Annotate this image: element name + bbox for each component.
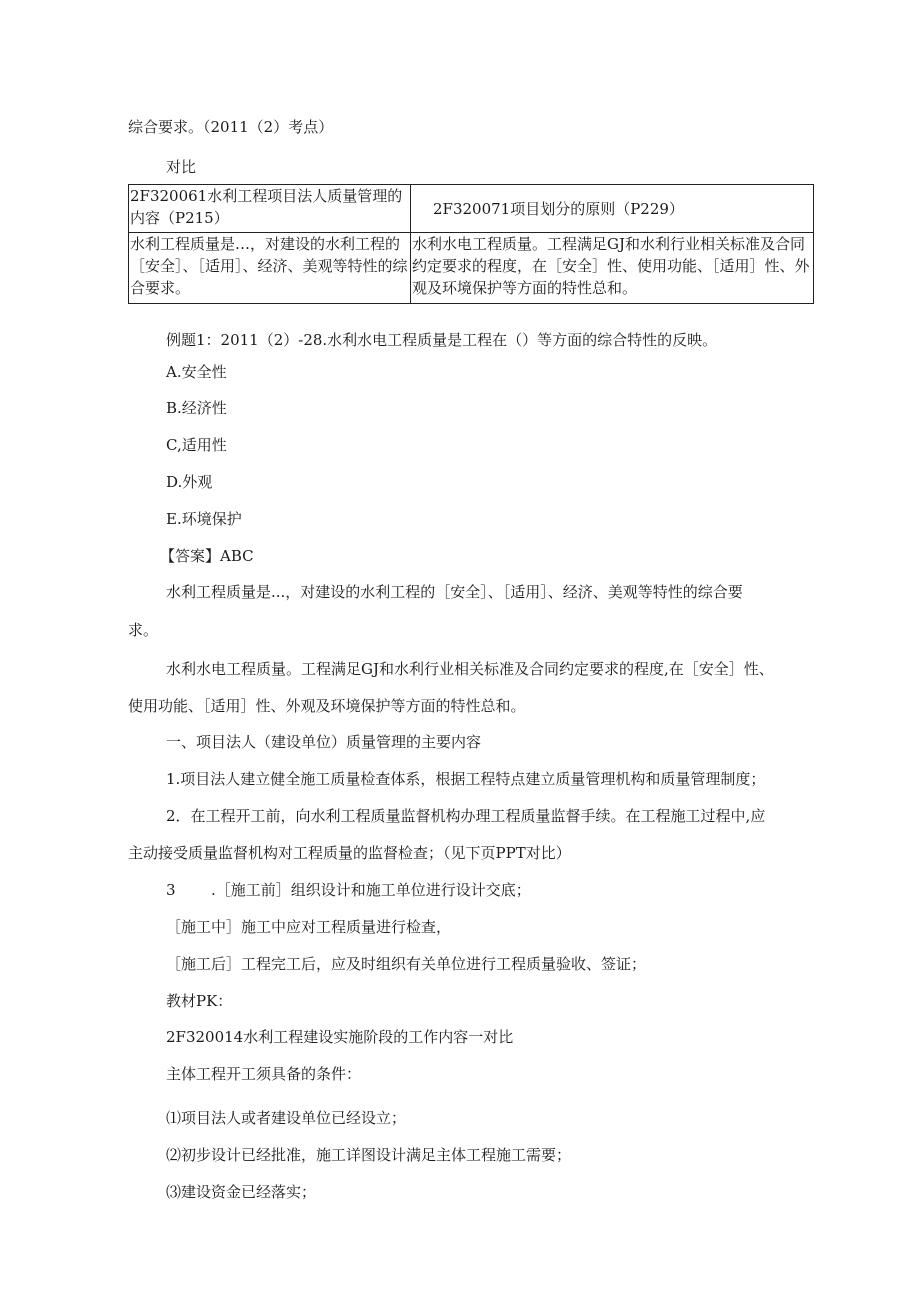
- option-b: B.经济性: [166, 399, 227, 417]
- option-d: D.外观: [166, 473, 213, 491]
- condition-2: ⑵初步设计已经批准，施工详图设计满足主体工程施工需要；: [166, 1146, 572, 1164]
- answer: 【答案】ABC: [160, 547, 254, 565]
- comparison-table: [128, 184, 814, 304]
- section-heading: 一、项目法人（建设单位）质量管理的主要内容: [166, 733, 482, 751]
- intro-line: 综合要求。（2011（2）考点）: [128, 118, 334, 136]
- paragraph-hydro-line1: 水利水电工程质量。工程满足GJ和水利行业相关标准及合同约定要求的程度,在［安全］性、: [166, 660, 774, 678]
- section-item-2-line2: 主动接受质量监督机构对工程质量的监督检查；（见下页PPT对比）: [128, 844, 571, 862]
- after-construction: ［施工后］工程完工后，应及时组织有关单位进行工程质量验收、签证；: [166, 955, 647, 973]
- table-cell-right: 水利水电工程质量。工程满足GJ和水利行业相关标准及合同约定要求的程度，在［安全］性、使用功能、［适用］性、外观及环境保护等方面的特性总和。: [411, 233, 814, 304]
- table-cell-left: 水利工程质量是…，对建设的水利工程的［安全］、［适用］、经济、美观等特性的综合要求。: [129, 233, 411, 304]
- during-construction: ［施工中］施工中应对工程质量进行检查，: [166, 918, 452, 936]
- paragraph-quality-line1: 水利工程质量是...，对建设的水利工程的［安全］、［适用］、经济、美观等特性的综合要: [166, 583, 743, 601]
- condition-1: ⑴项目法人或者建设单位已经设立；: [166, 1109, 407, 1127]
- table-header-left: 2F320061水利工程项目法人质量管理的内容（P215）: [129, 185, 411, 233]
- option-a: A.安全性: [166, 363, 227, 381]
- textbook-reference: 2F320014水利工程建设实施阶段的工作内容一对比: [166, 1028, 514, 1046]
- paragraph-quality-line2: 求。: [128, 621, 159, 639]
- paragraph-hydro-line2: 使用功能、［适用］性、外观及环境保护等方面的特性总和。: [128, 697, 526, 715]
- section-item-3-number: 3: [166, 881, 176, 899]
- table-row: [129, 233, 814, 304]
- textbook-pk: 教材PK：: [166, 992, 233, 1010]
- option-e: E.环境保护: [166, 510, 242, 528]
- condition-3: ⑶建设资金已经落实；: [166, 1183, 317, 1201]
- section-item-1: 1.项目法人建立健全施工质量检查体系，根据工程特点建立质量管理机构和质量管理制度；: [166, 770, 766, 788]
- table-row: [129, 185, 814, 233]
- section-item-3-text: .［施工前］组织设计和施工单位进行设计交底；: [211, 881, 531, 899]
- compare-label: 对比: [166, 158, 197, 176]
- conditions-heading: 主体工程开工须具备的条件：: [166, 1065, 362, 1083]
- example-question: 例题1：2011（2）-28.水利水电工程质量是工程在（）等方面的综合特性的反映。: [166, 331, 718, 349]
- section-item-2-line1: 2．在工程开工前，向水利工程质量监督机构办理工程质量监督手续。在工程施工过程中,应: [166, 807, 766, 825]
- table-header-right: 2F320071项目划分的原则（P229）: [411, 185, 814, 233]
- option-c: C,适用性: [166, 436, 227, 454]
